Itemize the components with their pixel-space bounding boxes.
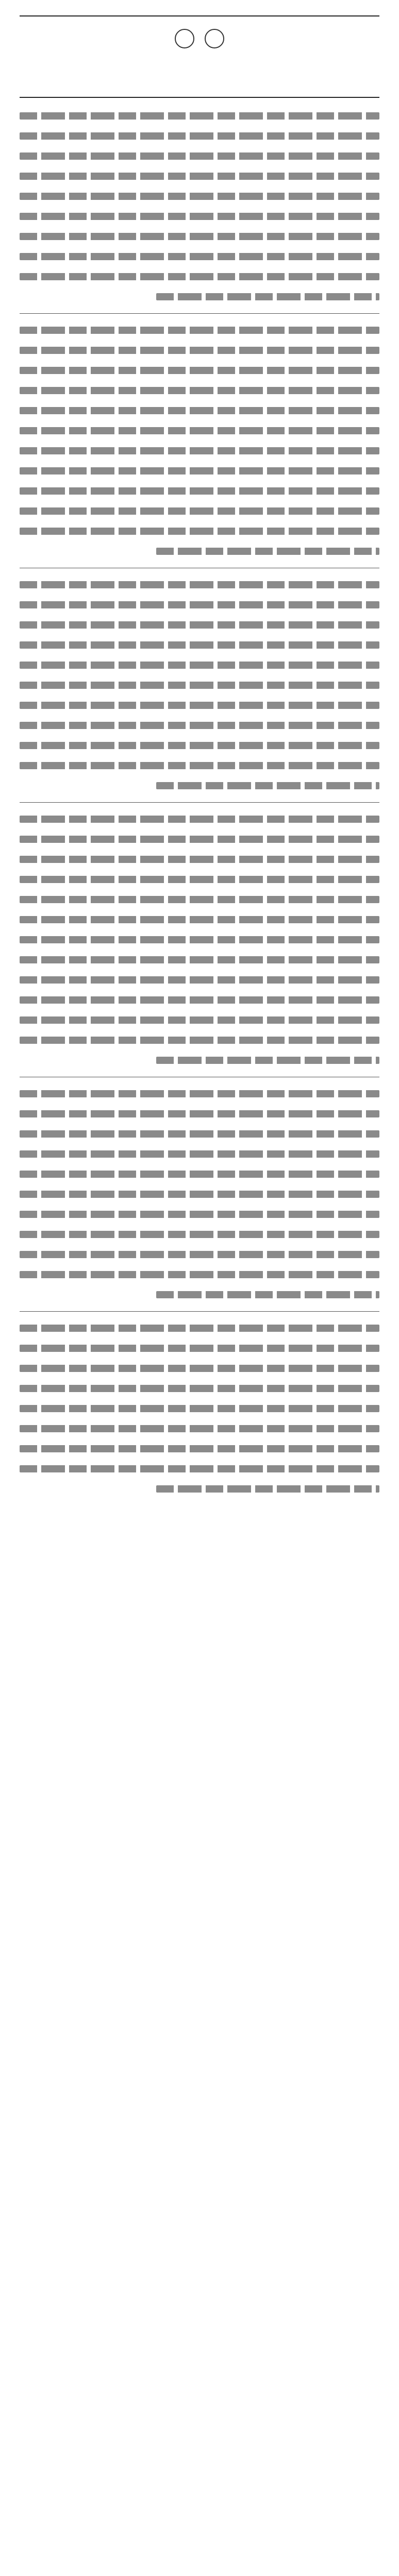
text-lines-placeholder bbox=[20, 816, 379, 1064]
text-lines-placeholder bbox=[20, 1325, 379, 1493]
verse-start-ornament-icon bbox=[205, 29, 224, 48]
text-lines-placeholder bbox=[20, 112, 379, 300]
commentary-section bbox=[20, 581, 379, 789]
text-lines-placeholder bbox=[20, 1090, 379, 1298]
commentary-section bbox=[20, 1090, 379, 1298]
text-lines-placeholder bbox=[20, 327, 379, 555]
text-lines-placeholder bbox=[20, 581, 379, 789]
section-divider bbox=[20, 802, 379, 803]
commentary-section bbox=[20, 816, 379, 1064]
commentary-section bbox=[20, 112, 379, 300]
section-divider bbox=[20, 313, 379, 314]
verse-end-ornament-icon bbox=[175, 29, 194, 48]
commentary-section bbox=[20, 327, 379, 555]
commentary-section bbox=[20, 1325, 379, 1493]
section-divider bbox=[20, 1311, 379, 1312]
header-verse-band bbox=[20, 15, 379, 98]
